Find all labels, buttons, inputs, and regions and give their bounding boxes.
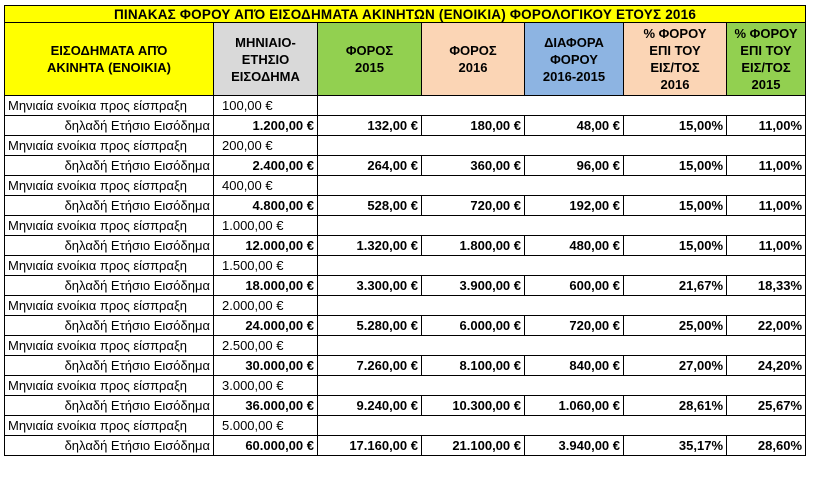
table-row-annual (5, 316, 806, 336)
header-line: ΕΙΣ/ΤΟΣ (741, 60, 791, 75)
header-pct-2016[interactable] (624, 23, 727, 96)
annual-label-cell[interactable]: δηλαδή Ετήσιο Εισόδημα (5, 156, 214, 176)
annual-value-cell[interactable]: 1.200,00 € (214, 116, 318, 136)
header-line: 2015 (751, 77, 781, 92)
header-tax-difference[interactable] (525, 23, 624, 96)
monthly-label-cell[interactable]: Μηνιαία ενοίκια προς είσπραξη (5, 136, 214, 156)
tax-difference-cell[interactable]: 192,00 € (525, 196, 624, 216)
annual-label-cell[interactable]: δηλαδή Ετήσιο Εισόδημα (5, 436, 214, 456)
header-line: ΦΟΡΟΣ (449, 43, 497, 58)
header-pct-2015[interactable] (727, 23, 806, 96)
empty-cell[interactable] (318, 176, 806, 196)
title-row (5, 6, 806, 23)
header-monthly-annual[interactable] (214, 23, 318, 96)
tax-2015-cell[interactable]: 17.160,00 € (318, 436, 422, 456)
monthly-value-cell[interactable]: 1.000,00 € (214, 216, 318, 236)
annual-label-cell[interactable]: δηλαδή Ετήσιο Εισόδημα (5, 356, 214, 376)
annual-label-cell[interactable]: δηλαδή Ετήσιο Εισόδημα (5, 116, 214, 136)
header-line: 2016 (660, 77, 690, 92)
tax-2015-cell[interactable]: 7.260,00 € (318, 356, 422, 376)
monthly-label-cell[interactable]: Μηνιαία ενοίκια προς είσπραξη (5, 256, 214, 276)
pct-2015-cell[interactable]: 25,67% (727, 396, 806, 416)
pct-2015-cell[interactable]: 24,20% (727, 356, 806, 376)
monthly-label-cell[interactable]: Μηνιαία ενοίκια προς είσπραξη (5, 216, 214, 236)
header-line: ΕΠΙ ΤΟΥ (740, 43, 792, 58)
table-title[interactable]: ΠΙΝΑΚΑΣ ΦΟΡΟΥ ΑΠΌ ΕΙΣΟΔΗΜΑΤΑ ΑΚΙΝΗΤΩΝ (ΕΝΟΙΚΙΑ) ΦΟΡΟΛΟΓΙΚΟΥ ΕΤΟΥΣ 2016 (5, 6, 806, 23)
empty-cell[interactable] (318, 216, 806, 236)
tax-2016-cell[interactable]: 10.300,00 € (422, 396, 525, 416)
table-row-monthly (5, 96, 806, 116)
pct-2016-cell[interactable]: 21,67% (624, 276, 727, 296)
empty-cell[interactable] (318, 96, 806, 116)
pct-2016-cell[interactable]: 15,00% (624, 236, 727, 256)
header-line: ΜΗΝΙΑΙΟ- (235, 34, 296, 50)
monthly-label-cell[interactable]: Μηνιαία ενοίκια προς είσπραξη (5, 176, 214, 196)
header-line: ΕΙΣΟΔΗΜΑΤΑ ΑΠΌ (50, 43, 168, 58)
annual-value-cell[interactable]: 4.800,00 € (214, 196, 318, 216)
monthly-label-cell[interactable]: Μηνιαία ενοίκια προς είσπραξη (5, 336, 214, 356)
tax-difference-cell[interactable]: 3.940,00 € (525, 436, 624, 456)
pct-2015-cell[interactable]: 11,00% (727, 116, 806, 136)
tax-2016-cell[interactable]: 6.000,00 € (422, 316, 525, 336)
annual-label-cell[interactable]: δηλαδή Ετήσιο Εισόδημα (5, 396, 214, 416)
pct-2015-cell[interactable]: 18,33% (727, 276, 806, 296)
annual-value-cell[interactable]: 60.000,00 € (214, 436, 318, 456)
table-row-annual (5, 156, 806, 176)
header-line: 2016-2015 (542, 68, 606, 84)
pct-2016-cell[interactable]: 25,00% (624, 316, 727, 336)
table-row-annual (5, 196, 806, 216)
header-rent-income[interactable] (5, 23, 214, 96)
tax-difference-cell[interactable]: 720,00 € (525, 316, 624, 336)
table-row-monthly (5, 136, 806, 156)
tax-2015-cell[interactable]: 1.320,00 € (318, 236, 422, 256)
monthly-value-cell[interactable]: 2.500,00 € (214, 336, 318, 356)
tax-2016-cell[interactable]: 360,00 € (422, 156, 525, 176)
header-line: ΔΙΑΦΟΡΑ (544, 34, 604, 50)
monthly-value-cell[interactable]: 5.000,00 € (214, 416, 318, 436)
tax-2016-cell[interactable]: 8.100,00 € (422, 356, 525, 376)
tax-difference-cell[interactable]: 1.060,00 € (525, 396, 624, 416)
annual-label-cell[interactable]: δηλαδή Ετήσιο Εισόδημα (5, 236, 214, 256)
pct-2015-cell[interactable]: 28,60% (727, 436, 806, 456)
table-row-annual (5, 276, 806, 296)
table-row-monthly (5, 376, 806, 396)
annual-value-cell[interactable]: 30.000,00 € (214, 356, 318, 376)
monthly-value-cell[interactable]: 3.000,00 € (214, 376, 318, 396)
annual-value-cell[interactable]: 2.400,00 € (214, 156, 318, 176)
tax-difference-cell[interactable]: 48,00 € (525, 116, 624, 136)
tax-2016-cell[interactable]: 3.900,00 € (422, 276, 525, 296)
tax-2015-cell[interactable]: 9.240,00 € (318, 396, 422, 416)
annual-label-cell[interactable]: δηλαδή Ετήσιο Εισόδημα (5, 276, 214, 296)
tax-2016-cell[interactable]: 1.800,00 € (422, 236, 525, 256)
monthly-label-cell[interactable]: Μηνιαία ενοίκια προς είσπραξη (5, 96, 214, 116)
annual-value-cell[interactable]: 12.000,00 € (214, 236, 318, 256)
pct-2016-cell[interactable]: 28,61% (624, 396, 727, 416)
header-line: ΕΤΗΣΙΟ (241, 51, 290, 67)
header-line: ΕΙΣΟΔΗΜΑ (231, 68, 300, 84)
header-line: ΦΟΡΟΥ (550, 51, 598, 67)
header-line: ΦΟΡΟΣ (345, 43, 394, 58)
header-line: ΕΙΣ/ΤΟΣ (650, 60, 700, 75)
annual-value-cell[interactable]: 36.000,00 € (214, 396, 318, 416)
tax-2015-cell[interactable]: 264,00 € (318, 156, 422, 176)
table-row-monthly (5, 256, 806, 276)
empty-cell[interactable] (318, 256, 806, 276)
tax-difference-cell[interactable]: 96,00 € (525, 156, 624, 176)
header-tax-2016[interactable] (422, 23, 525, 96)
table-row-annual (5, 236, 806, 256)
header-row (5, 23, 806, 96)
header-tax-2015[interactable] (318, 23, 422, 96)
tax-2016-cell[interactable]: 720,00 € (422, 196, 525, 216)
table-row-annual (5, 396, 806, 416)
pct-2016-cell[interactable]: 27,00% (624, 356, 727, 376)
annual-value-cell[interactable]: 24.000,00 € (214, 316, 318, 336)
monthly-value-cell[interactable]: 2.000,00 € (214, 296, 318, 316)
tax-2015-cell[interactable]: 528,00 € (318, 196, 422, 216)
rental-tax-table (4, 5, 806, 456)
pct-2016-cell[interactable]: 15,00% (624, 156, 727, 176)
empty-cell[interactable] (318, 336, 806, 356)
empty-cell[interactable] (318, 296, 806, 316)
table-row-monthly (5, 216, 806, 236)
tax-difference-cell[interactable]: 480,00 € (525, 236, 624, 256)
header-line: ΕΠΙ ΤΟΥ (649, 43, 701, 58)
tax-difference-cell[interactable]: 840,00 € (525, 356, 624, 376)
table-row-annual (5, 116, 806, 136)
table-row-monthly (5, 336, 806, 356)
tax-2016-cell[interactable]: 21.100,00 € (422, 436, 525, 456)
monthly-value-cell[interactable]: 200,00 € (214, 136, 318, 156)
monthly-label-cell[interactable]: Μηνιαία ενοίκια προς είσπραξη (5, 296, 214, 316)
pct-2015-cell[interactable]: 22,00% (727, 316, 806, 336)
pct-2016-cell[interactable]: 15,00% (624, 116, 727, 136)
annual-label-cell[interactable]: δηλαδή Ετήσιο Εισόδημα (5, 316, 214, 336)
tax-2016-cell[interactable]: 180,00 € (422, 116, 525, 136)
pct-2016-cell[interactable]: 15,00% (624, 196, 727, 216)
pct-2015-cell[interactable]: 11,00% (727, 236, 806, 256)
empty-cell[interactable] (318, 376, 806, 396)
monthly-value-cell[interactable]: 100,00 € (214, 96, 318, 116)
table-row-monthly (5, 416, 806, 436)
pct-2016-cell[interactable]: 35,17% (624, 436, 727, 456)
monthly-label-cell[interactable]: Μηνιαία ενοίκια προς είσπραξη (5, 416, 214, 436)
table-row-annual (5, 436, 806, 456)
tax-2015-cell[interactable]: 5.280,00 € (318, 316, 422, 336)
tax-difference-cell[interactable]: 600,00 € (525, 276, 624, 296)
header-line: ΑΚΙΝΗΤΑ (ΕΝΟΙΚΙΑ) (47, 60, 171, 75)
pct-2015-cell[interactable]: 11,00% (727, 156, 806, 176)
tax-2015-cell[interactable]: 132,00 € (318, 116, 422, 136)
empty-cell[interactable] (318, 136, 806, 156)
empty-cell[interactable] (318, 416, 806, 436)
header-line: % ΦΟΡΟΥ (643, 26, 707, 41)
header-line: 2015 (355, 60, 384, 75)
header-line: 2016 (458, 60, 488, 75)
monthly-label-cell[interactable]: Μηνιαία ενοίκια προς είσπραξη (5, 376, 214, 396)
annual-label-cell[interactable]: δηλαδή Ετήσιο Εισόδημα (5, 196, 214, 216)
tax-2015-cell[interactable]: 3.300,00 € (318, 276, 422, 296)
table-row-monthly (5, 176, 806, 196)
pct-2015-cell[interactable]: 11,00% (727, 196, 806, 216)
monthly-value-cell[interactable]: 400,00 € (214, 176, 318, 196)
annual-value-cell[interactable]: 18.000,00 € (214, 276, 318, 296)
monthly-value-cell[interactable]: 1.500,00 € (214, 256, 318, 276)
table-row-monthly (5, 296, 806, 316)
table-row-annual (5, 356, 806, 376)
header-line: % ΦΟΡΟΥ (734, 26, 798, 41)
